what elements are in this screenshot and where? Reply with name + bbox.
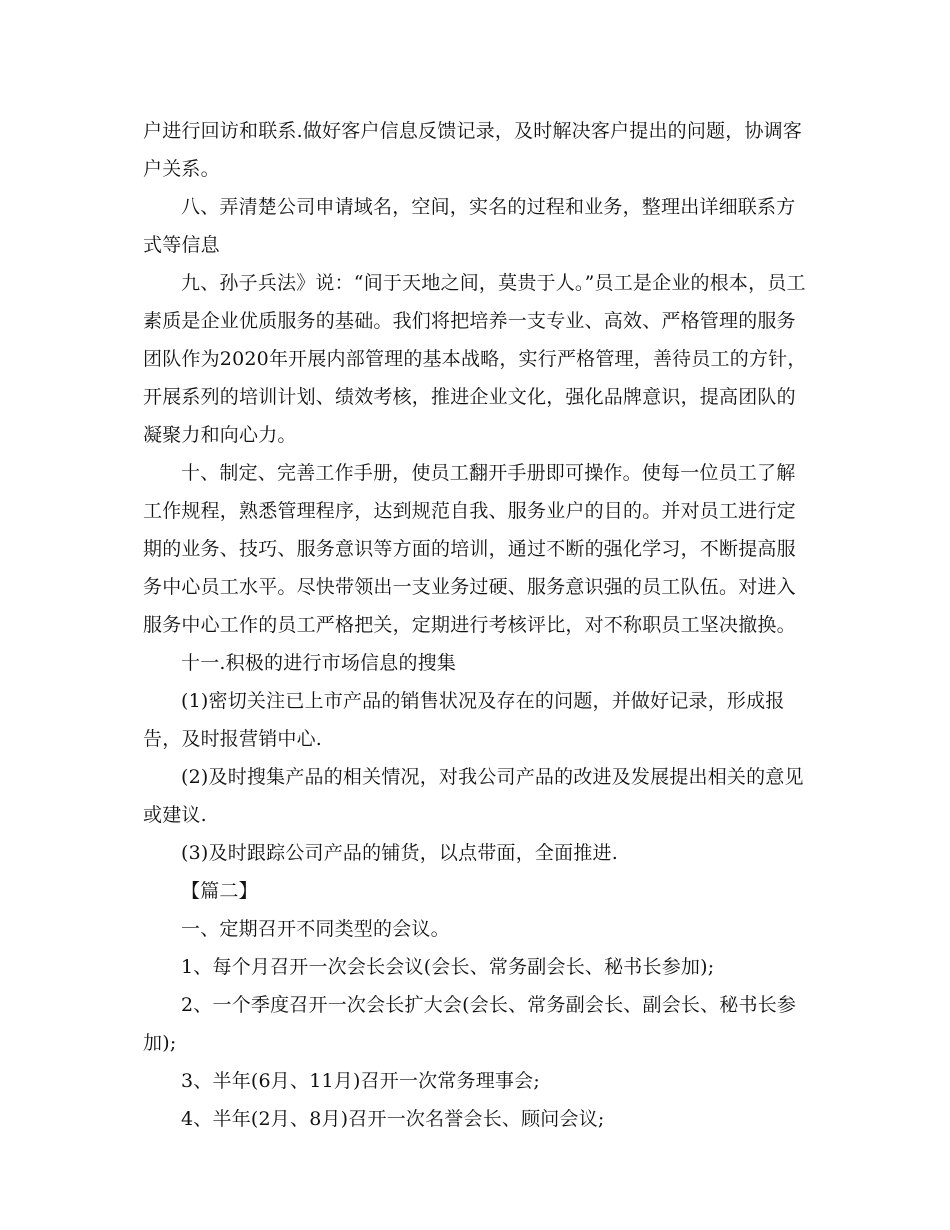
meeting-item-2: 2、一个季度召开一次会长扩大会(会长、常务副会长、副会长、秘书长参加);	[143, 994, 797, 1054]
list-item-3: (3)及时跟踪公司产品的铺货，以点带面，全面推进.	[181, 842, 618, 864]
list-item-2: (2)及时搜集产品的相关情况，对我公司产品的改进及发展提出相关的意见或建议.	[143, 766, 804, 826]
meeting-item-3: 3、半年(6月、11月)召开一次常务理事会;	[181, 1070, 540, 1092]
document-body	[143, 112, 813, 1138]
meeting-item-1: 1、每个月召开一次会长会议(会长、常务副会长、秘书长参加);	[181, 956, 715, 978]
paragraph-item-10: 十、制定、完善工作手册，使员工翻开手册即可操作。使每一位员工了解工作规程，熟悉管理程序，达到规范自我、服务业户的目的。并对员工进行定期的业务、技巧、服务意识等方面的培训，通过不断的强化学习，不断提高服务中心员工水平。尽快带领出一支业务过硬、服务意识强的员工队伍。对进入服务中心工作的员工严格把关，定期进行考核评比，对不称职员工坚决撤换。	[143, 462, 796, 636]
paragraph-item-9: 九、孙子兵法》说：“间于天地之间，莫贵于人。”员工是企业的根本，员工素质是企业优质服务的基础。我们将把培养一支专业、高效、严格管理的服务团队作为2020年开展内部管理的基本战略，实行严格管理，善待员工的方针，开展系列的培训计划、绩效考核，推进企业文化，强化品牌意识，提高团队的凝聚力和向心力。	[143, 272, 807, 446]
meeting-item-4: 4、半年(2月、8月)召开一次名誉会长、顾问会议;	[181, 1108, 605, 1130]
section-title-part-two: 【篇二】	[181, 880, 258, 902]
section-heading-meetings: 一、定期召开不同类型的会议。	[181, 918, 450, 940]
paragraph-item-8: 八、弄清楚公司申请域名，空间，实名的过程和业务，整理出详细联系方式等信息	[143, 196, 796, 256]
section-heading-11: 十一.积极的进行市场信息的搜集	[181, 652, 457, 674]
list-item-1: (1)密切关注已上市产品的销售状况及存在的问题，并做好记录，形成报告，及时报营销中心.	[143, 690, 785, 750]
paragraph-continuation: 户进行回访和联系.做好客户信息反馈记录，及时解决客户提出的问题，协调客户关系。	[143, 120, 803, 180]
